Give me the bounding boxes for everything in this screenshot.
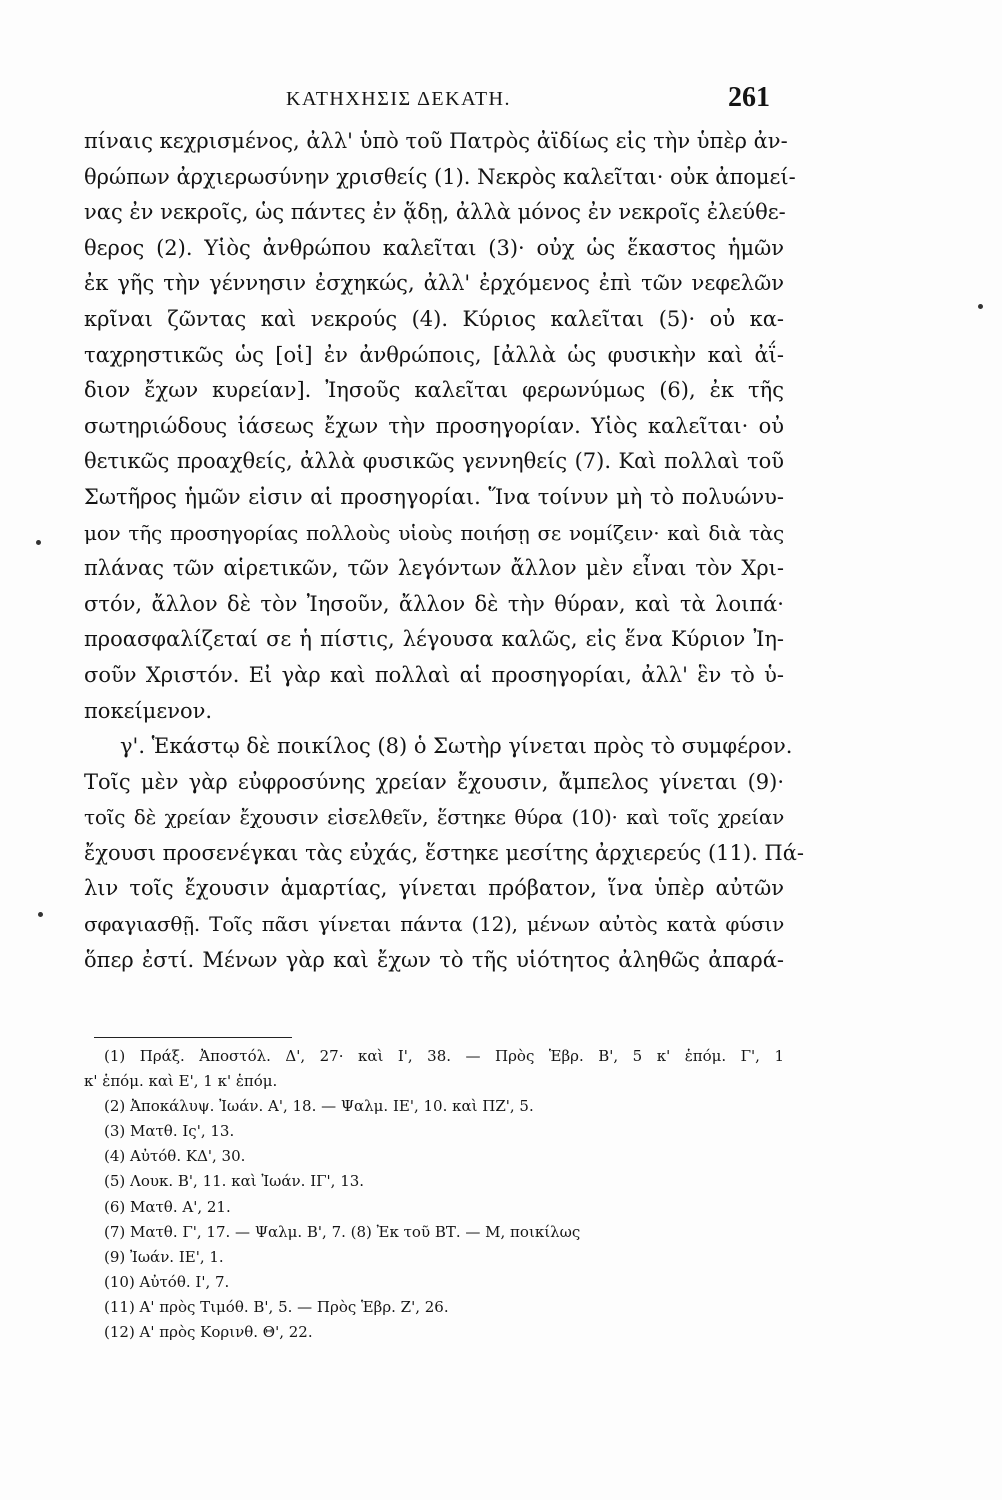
text-line: θετικῶς προαχθείς, ἀλλὰ φυσικῶς γεννηθείς (7). Καὶ πολλαὶ τοῦ: [84, 449, 784, 474]
footnote: (5) Λουκ. Β', 11. καὶ Ἰωάν. ΙΓ', 13.: [104, 1172, 365, 1191]
footnote: (10) Αὐτόθ. Ι', 7.: [104, 1272, 230, 1291]
footnotes: [84, 1044, 784, 1345]
text-line: σφαγιασθῇ. Τοῖς πᾶσι γίνεται πάντα (12), μένων αὐτὸς κατὰ φύσιν: [84, 912, 784, 937]
text-line: σωτηριώδους ἰάσεως ἔχων τὴν προσηγορίαν. Υἱὸς καλεῖται· οὐ: [84, 413, 784, 438]
text-line: λιν τοῖς ἔχουσιν ἁμαρτίας, γίνεται πρόβατον, ἵνα ὑπὲρ αὐτῶν: [84, 876, 784, 901]
text-line: τοῖς δὲ χρείαν ἔχουσιν εἰσελθεῖν, ἕστηκε θύρα (10)· καὶ τοῖς χρείαν: [84, 805, 784, 830]
footnote: (9) Ἰωάν. ΙΕ', 1.: [104, 1247, 224, 1266]
text-line: θρώπων ἀρχιερωσύνην χρισθείς (1). Νεκρὸς καλεῖται· οὐκ ἀπομεί-: [84, 164, 796, 189]
text-line: στόν, ἄλλον δὲ τὸν Ἰησοῦν, ἄλλον δὲ τὴν θύραν, καὶ τὰ λοιπά·: [84, 591, 784, 616]
footnote-continuation: κ' ἑπόμ. καὶ Ε', 1 κ' ἑπόμ.: [84, 1072, 278, 1091]
text-line: νας ἐν νεκροῖς, ὡς πάντες ἐν ᾅδῃ, ἀλλὰ μόνος ἐν νεκροῖς ἐλεύθε-: [84, 200, 786, 225]
text-line: Τοῖς μὲν γὰρ εὐφροσύνης χρείαν ἔχουσιν, ἄμπελος γίνεται (9)·: [84, 769, 784, 794]
footnote: (6) Ματθ. Α', 21.: [104, 1197, 231, 1216]
footnote: (7) Ματθ. Γ', 17. — Ψαλμ. Β', 7. (8) Ἐκ τοῦ ΒΤ. — Μ, ποικίλως: [104, 1222, 581, 1241]
ink-speck: [38, 912, 43, 917]
footnote: (12) Α' πρὸς Κορινθ. Θ', 22.: [104, 1323, 313, 1342]
ink-speck: [36, 540, 41, 545]
main-text: [84, 124, 805, 978]
text-line: κρῖναι ζῶντας καὶ νεκρούς (4). Κύριος καλεῖται (5)· οὐ κα-: [84, 306, 784, 331]
text-line: διον ἔχων κυρείαν]. Ἰησοῦς καλεῖται φερωνύμως (6), ἐκ τῆς: [84, 378, 784, 403]
running-title: ΚΑΤΗΧΗΣΙΣ ΔΕΚΑΤΗ.: [286, 88, 512, 110]
text-line: σοῦν Χριστόν. Εἰ γὰρ καὶ πολλαὶ αἱ προσηγορίαι, ἀλλ' ἓν τὸ ὑ-: [84, 662, 784, 687]
footnote-divider: [94, 1037, 292, 1038]
page-number: 261: [728, 82, 770, 113]
text-line: θερος (2). Υἱὸς ἀνθρώπου καλεῖται (3)· οὐχ ὡς ἕκαστος ἡμῶν: [84, 235, 784, 260]
footnote: (1) Πράξ. Ἀποστόλ. Δ', 27· καὶ Ι', 38. — Πρὸς Ἑβρ. Β', 5 κ' ἑπόμ. Γ', 1: [104, 1047, 784, 1065]
text-line: ταχρηστικῶς ὡς [οἱ] ἐν ἀνθρώποις, [ἀλλὰ ὡς φυσικὴν καὶ ἀΐ-: [84, 342, 784, 367]
text-line: μον τῆς προσηγορίας πολλοὺς υἱοὺς ποιήσῃ σε νομίζειν· καὶ διὰ τὰς: [84, 520, 784, 545]
ink-speck: [978, 304, 983, 309]
footnote: (3) Ματθ. Ις', 13.: [104, 1122, 235, 1141]
footnote: (4) Αὐτόθ. ΚΔ', 30.: [104, 1147, 246, 1166]
section-start-line: γ'. Ἑκάστῳ δὲ ποικίλος (8) ὁ Σωτὴρ γίνεται πρὸς τὸ συμφέρον.: [120, 734, 793, 759]
text-line: ὅπερ ἐστί. Μένων γὰρ καὶ ἔχων τὸ τῆς υἱότητος ἀληθῶς ἀπαρά-: [84, 947, 784, 972]
text-line: Σωτῆρος ἡμῶν εἰσιν αἱ προσηγορίαι. Ἵνα τοίνυν μὴ τὸ πολυώνυ-: [84, 484, 784, 509]
text-line: προασφαλίζεταί σε ἡ πίστις, λέγουσα καλῶς, εἰς ἕνα Κύριον Ἰη-: [84, 627, 784, 652]
text-line: ἐκ γῆς τὴν γέννησιν ἐσχηκώς, ἀλλ' ἐρχόμενος ἐπὶ τῶν νεφελῶν: [84, 271, 784, 296]
text-line: πίναις κεχρισμένος, ἀλλ' ὑπὸ τοῦ Πατρὸς ἀϊδίως εἰς τὴν ὑπὲρ ἀν-: [84, 129, 788, 153]
text-line: πλάνας τῶν αἱρετικῶν, τῶν λεγόντων ἄλλον μὲν εἶναι τὸν Χρι-: [84, 556, 784, 581]
footnote: (11) Α' πρὸς Τιμόθ. Β', 5. — Πρὸς Ἑβρ. Ζ', 26.: [104, 1297, 449, 1316]
text-line: ποκείμενον.: [84, 698, 213, 723]
text-line: ἔχουσι προσενέγκαι τὰς εὐχάς, ἕστηκε μεσίτης ἀρχιερεύς (11). Πά-: [84, 840, 805, 865]
footnote: (2) Ἀποκάλυψ. Ἰωάν. Α', 18. — Ψαλμ. ΙΕ', 10. καὶ ΠΖ', 5.: [104, 1097, 534, 1116]
